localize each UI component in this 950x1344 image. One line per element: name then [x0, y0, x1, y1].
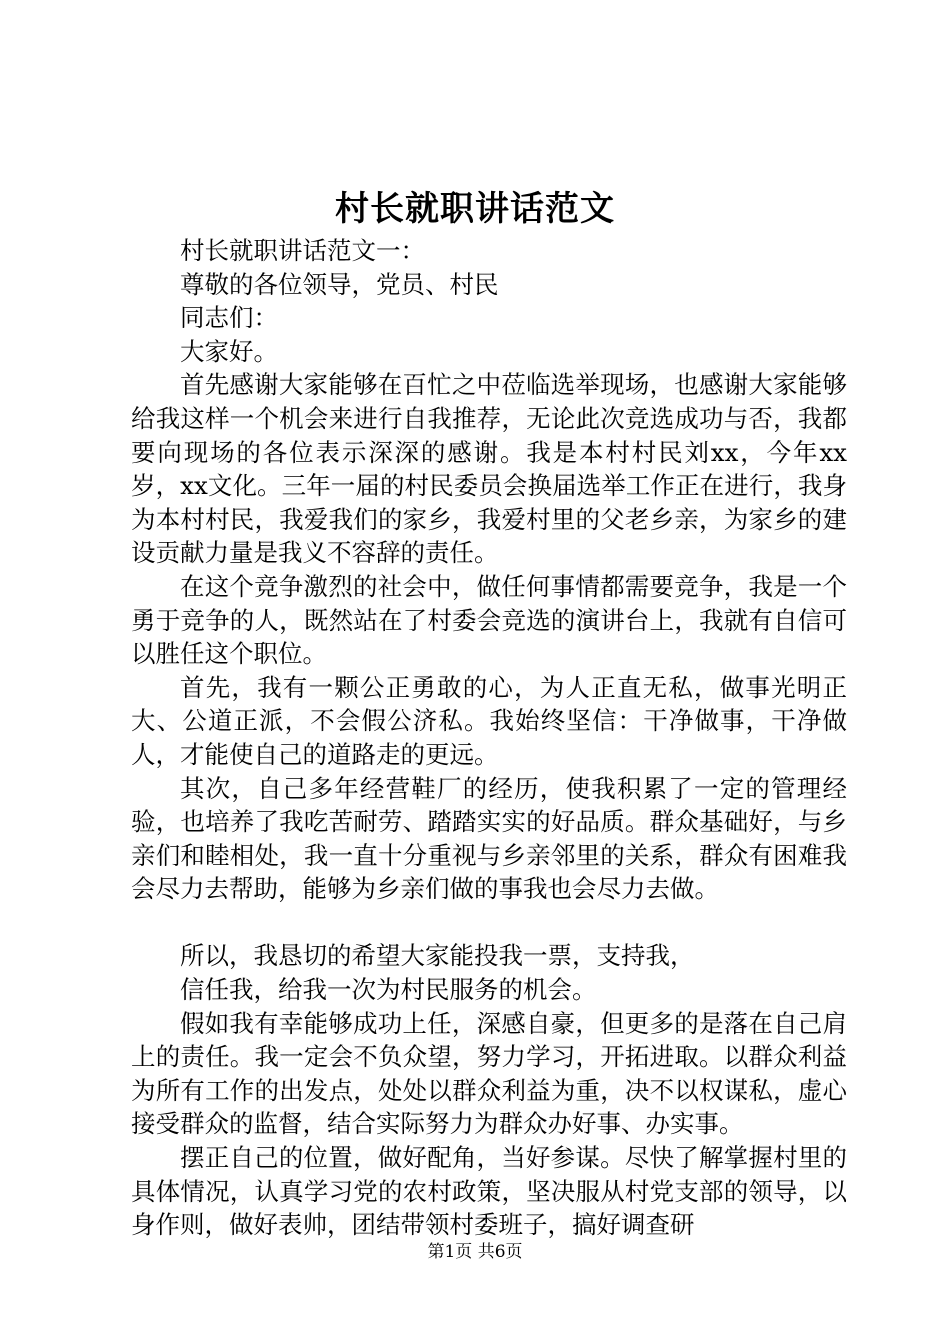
paragraph: 大家好。 [180, 336, 278, 366]
paragraph: 首先感谢大家能够在百忙之中莅临选举现场，也感谢大家能够给我这样一个机会来进行自我推荐，无论此次竞选成功与否，我都要向现场的各位表示深深的感谢。我是本村村民刘xx，今年xx岁，xx文化。三年一届的村民委员会换届选举工作正在进行，我身为本村村民，我爱我们的家乡，我爱村里的父老乡亲，为家乡的建设贡献力量是我义不容辞的责任。 [131, 370, 847, 568]
paragraph: 在这个竞争激烈的社会中，做任何事情都需要竞争，我是一个勇于竞争的人，既然站在了村委会竞选的演讲台上，我就有自信可以胜任这个职位。 [131, 571, 847, 669]
paragraph: 首先，我有一颗公正勇敢的心，为人正直无私，做事光明正大、公道正派，不会假公济私。我始终坚信：干净做事，干净做人，才能使自己的道路走的更远。 [131, 672, 847, 769]
document-title: 村长就职讲话范文 [335, 189, 615, 229]
paragraph: 信任我，给我一次为村民服务的机会。 [180, 975, 597, 1005]
page-number-footer: 第1页 共6页 [427, 1242, 523, 1262]
paragraph: 尊敬的各位领导，党员、村民 [180, 269, 499, 299]
paragraph: 其次，自己多年经营鞋厂的经历，使我积累了一定的管理经验，也培养了我吃苦耐劳、踏踏实实的好品质。群众基础好，与乡亲们和睦相处，我一直十分重视与乡亲邻里的关系，群众有困难我会尽力去帮助，能够为乡亲们做的事我也会尽力去做。 [131, 773, 847, 904]
paragraph: 同志们： [180, 303, 278, 333]
paragraph: 摆正自己的位置，做好配角，当好参谋。尽快了解掌握村里的具体情况，认真学习党的农村政策，坚决服从村党支部的领导，以身作则，做好表帅，团结带领村委班子，搞好调查研 [131, 1143, 847, 1240]
paragraph-spacer [131, 906, 847, 940]
document-body [131, 234, 847, 1242]
paragraph: 假如我有幸能够成功上任，深感自豪，但更多的是落在自己肩上的责任。我一定会不负众望，努力学习，开拓进取。以群众利益为所有工作的出发点，处处以群众利益为重，决不以权谋私，虚心接受群众的监督，结合实际努力为群众办好事、办实事。 [131, 1008, 847, 1139]
paragraph: 所以，我恳切的希望大家能投我一票，支持我， [180, 941, 695, 971]
paragraph: 村长就职讲话范文一： [180, 236, 425, 265]
